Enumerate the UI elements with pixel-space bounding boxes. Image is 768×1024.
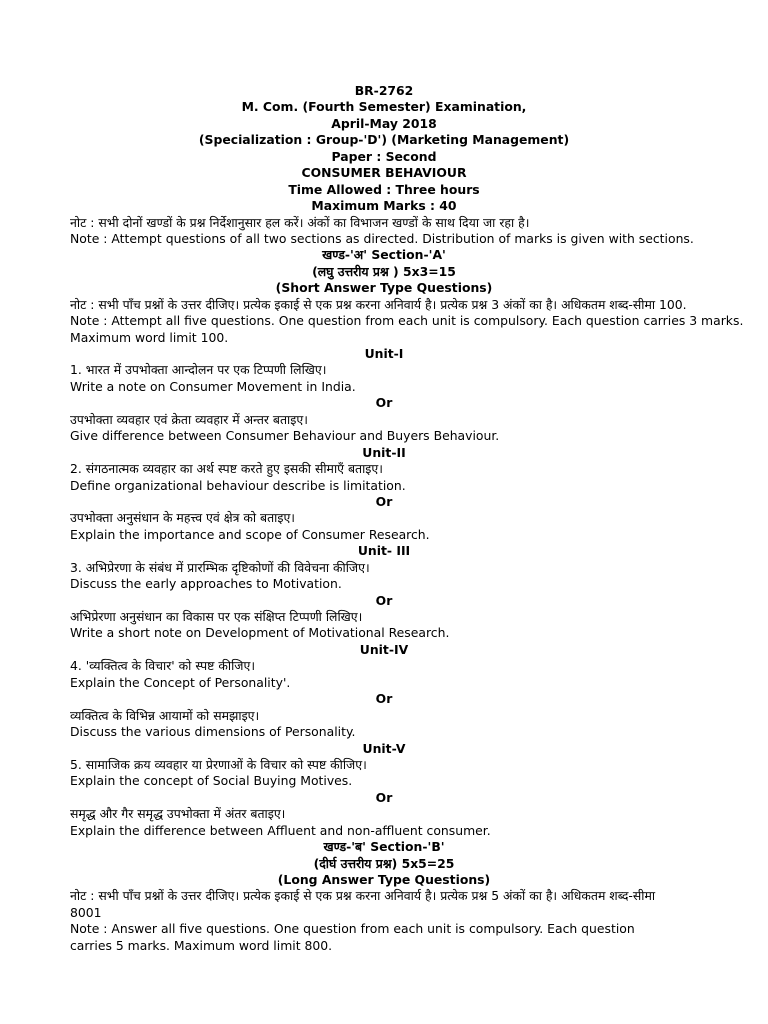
section-a-note-english: Note : Attempt all five questions. One question from each unit is compulsory. Each question carries 3 marks. bbox=[70, 313, 744, 329]
unit-heading: Unit-V bbox=[362, 740, 406, 756]
general-note-english: Note : Attempt questions of all two sections as directed. Distribution of marks is given with sections. bbox=[70, 230, 694, 246]
question-hindi: उपभोक्ता व्यवहार एवं क्रेता व्यवहार में अन्तर बताइए। bbox=[70, 411, 308, 427]
general-note-hindi: नोट : सभी दोनों खण्डों के प्रश्न निर्देशानुसार हल करें। अंकों का विभाजन खण्डों के साथ दिया जा रहा है। bbox=[70, 214, 530, 230]
section-a-note-hindi: नोट : सभी पाँच प्रश्नों के उत्तर दीजिए। प्रत्येक इकाई से एक प्रश्न करना अनिवार्य है। प्रत्येक प्रश्न 3 अंकों का है। अधिकतम शब्द-सीमा 100. bbox=[70, 296, 687, 312]
question-hindi: 2. संगठनात्मक व्यवहार का अर्थ स्पष्ट करते हुए इसकी सीमाएँ बताइए। bbox=[70, 461, 383, 477]
section-b-type: (Long Answer Type Questions) bbox=[277, 872, 491, 887]
question-english: Explain the Concept of Personality'. bbox=[70, 674, 291, 690]
question-english: Explain the concept of Social Buying Motives. bbox=[70, 773, 353, 789]
or-separator: Or bbox=[375, 395, 393, 411]
or-separator: Or bbox=[375, 493, 393, 509]
question-english: Explain the importance and scope of Consumer Research. bbox=[70, 526, 430, 542]
section-b-note-english: Note : Answer all five questions. One question from each unit is compulsory. Each question bbox=[70, 921, 635, 937]
section-b-title: खण्ड-'ब' Section-'B' bbox=[323, 839, 445, 855]
exam-paper bbox=[0, 83, 768, 954]
section-b-note-english-2: carries 5 marks. Maximum word limit 800. bbox=[70, 937, 333, 953]
exam-session: April-May 2018 bbox=[331, 115, 437, 131]
or-separator: Or bbox=[375, 789, 393, 805]
section-a-type: (Short Answer Type Questions) bbox=[275, 280, 493, 296]
section-b-note-hindi-2: 8001 bbox=[70, 904, 102, 920]
question-hindi: 3. अभिप्रेरणा के संबंध में प्रारम्भिक दृष्टिकोणों की विवेचना कीजिए। bbox=[70, 559, 370, 575]
time-allowed: Time Allowed : Three hours bbox=[288, 181, 480, 197]
maximum-marks: Maximum Marks : 40 bbox=[311, 198, 457, 214]
question-english: Explain the difference between Affluent and non-affluent consumer. bbox=[70, 822, 491, 838]
subject-title: CONSUMER BEHAVIOUR bbox=[301, 165, 467, 181]
unit-heading: Unit-II bbox=[362, 444, 406, 460]
question-english: Discuss the early approaches to Motivation. bbox=[70, 576, 342, 592]
question-hindi: 1. भारत में उपभोक्ता आन्दोलन पर एक टिप्पणी लिखिए। bbox=[70, 362, 327, 378]
question-hindi: व्यक्तित्व के विभिन्न आयामों को समझाइए। bbox=[70, 707, 260, 723]
question-english: Discuss the various dimensions of Personality. bbox=[70, 724, 356, 740]
question-english: Write a note on Consumer Movement in India. bbox=[70, 378, 356, 394]
section-b-note-hindi: नोट : सभी पाँच प्रश्नों के उत्तर दीजिए। प्रत्येक इकाई से एक प्रश्न करना अनिवार्य है। प्रत्येक प्रश्न 5 अंकों का है। अधिकतम शब्द-सीमा bbox=[70, 888, 656, 904]
section-a-note-english-2: Maximum word limit 100. bbox=[70, 329, 229, 345]
unit-heading: Unit-I bbox=[364, 346, 404, 361]
paper-number: Paper : Second bbox=[331, 148, 437, 164]
section-b-subtitle: (दीर्घ उत्तरीय प्रश्न) 5x5=25 bbox=[313, 855, 455, 871]
question-hindi: 4. 'व्यक्तित्व के विचार' को स्पष्ट कीजिए। bbox=[70, 658, 256, 674]
unit-heading: Unit-IV bbox=[359, 641, 409, 657]
question-english: Write a short note on Development of Motivational Research. bbox=[70, 625, 450, 641]
question-hindi: उपभोक्ता अनुसंधान के महत्त्व एवं क्षेत्र को बताइए। bbox=[70, 510, 296, 526]
unit-heading: Unit- III bbox=[357, 543, 411, 559]
specialization: (Specialization : Group-'D') (Marketing Management) bbox=[198, 132, 570, 148]
question-hindi: 5. सामाजिक क्रय व्यवहार या प्रेरणाओं के विचार को स्पष्ट कीजिए। bbox=[70, 756, 367, 772]
question-hindi: अभिप्रेरणा अनुसंधान का विकास पर एक संक्षिप्त टिप्पणी लिखिए। bbox=[70, 609, 363, 624]
section-a-subtitle: (लघु उत्तरीय प्रश्न ) 5x3=15 bbox=[312, 263, 456, 279]
or-separator: Or bbox=[375, 592, 393, 608]
question-english: Give difference between Consumer Behaviour and Buyers Behaviour. bbox=[70, 428, 500, 444]
question-english: Define organizational behaviour describe is limitation. bbox=[70, 477, 406, 493]
or-separator: Or bbox=[375, 691, 393, 707]
paper-code: BR-2762 bbox=[354, 83, 414, 98]
question-hindi: समृद्ध और गैर समृद्ध उपभोक्ता में अंतर बताइए। bbox=[70, 806, 286, 822]
section-a-title: खण्ड-'अ' Section-'A' bbox=[322, 247, 446, 263]
exam-title: M. Com. (Fourth Semester) Examination, bbox=[241, 99, 527, 115]
